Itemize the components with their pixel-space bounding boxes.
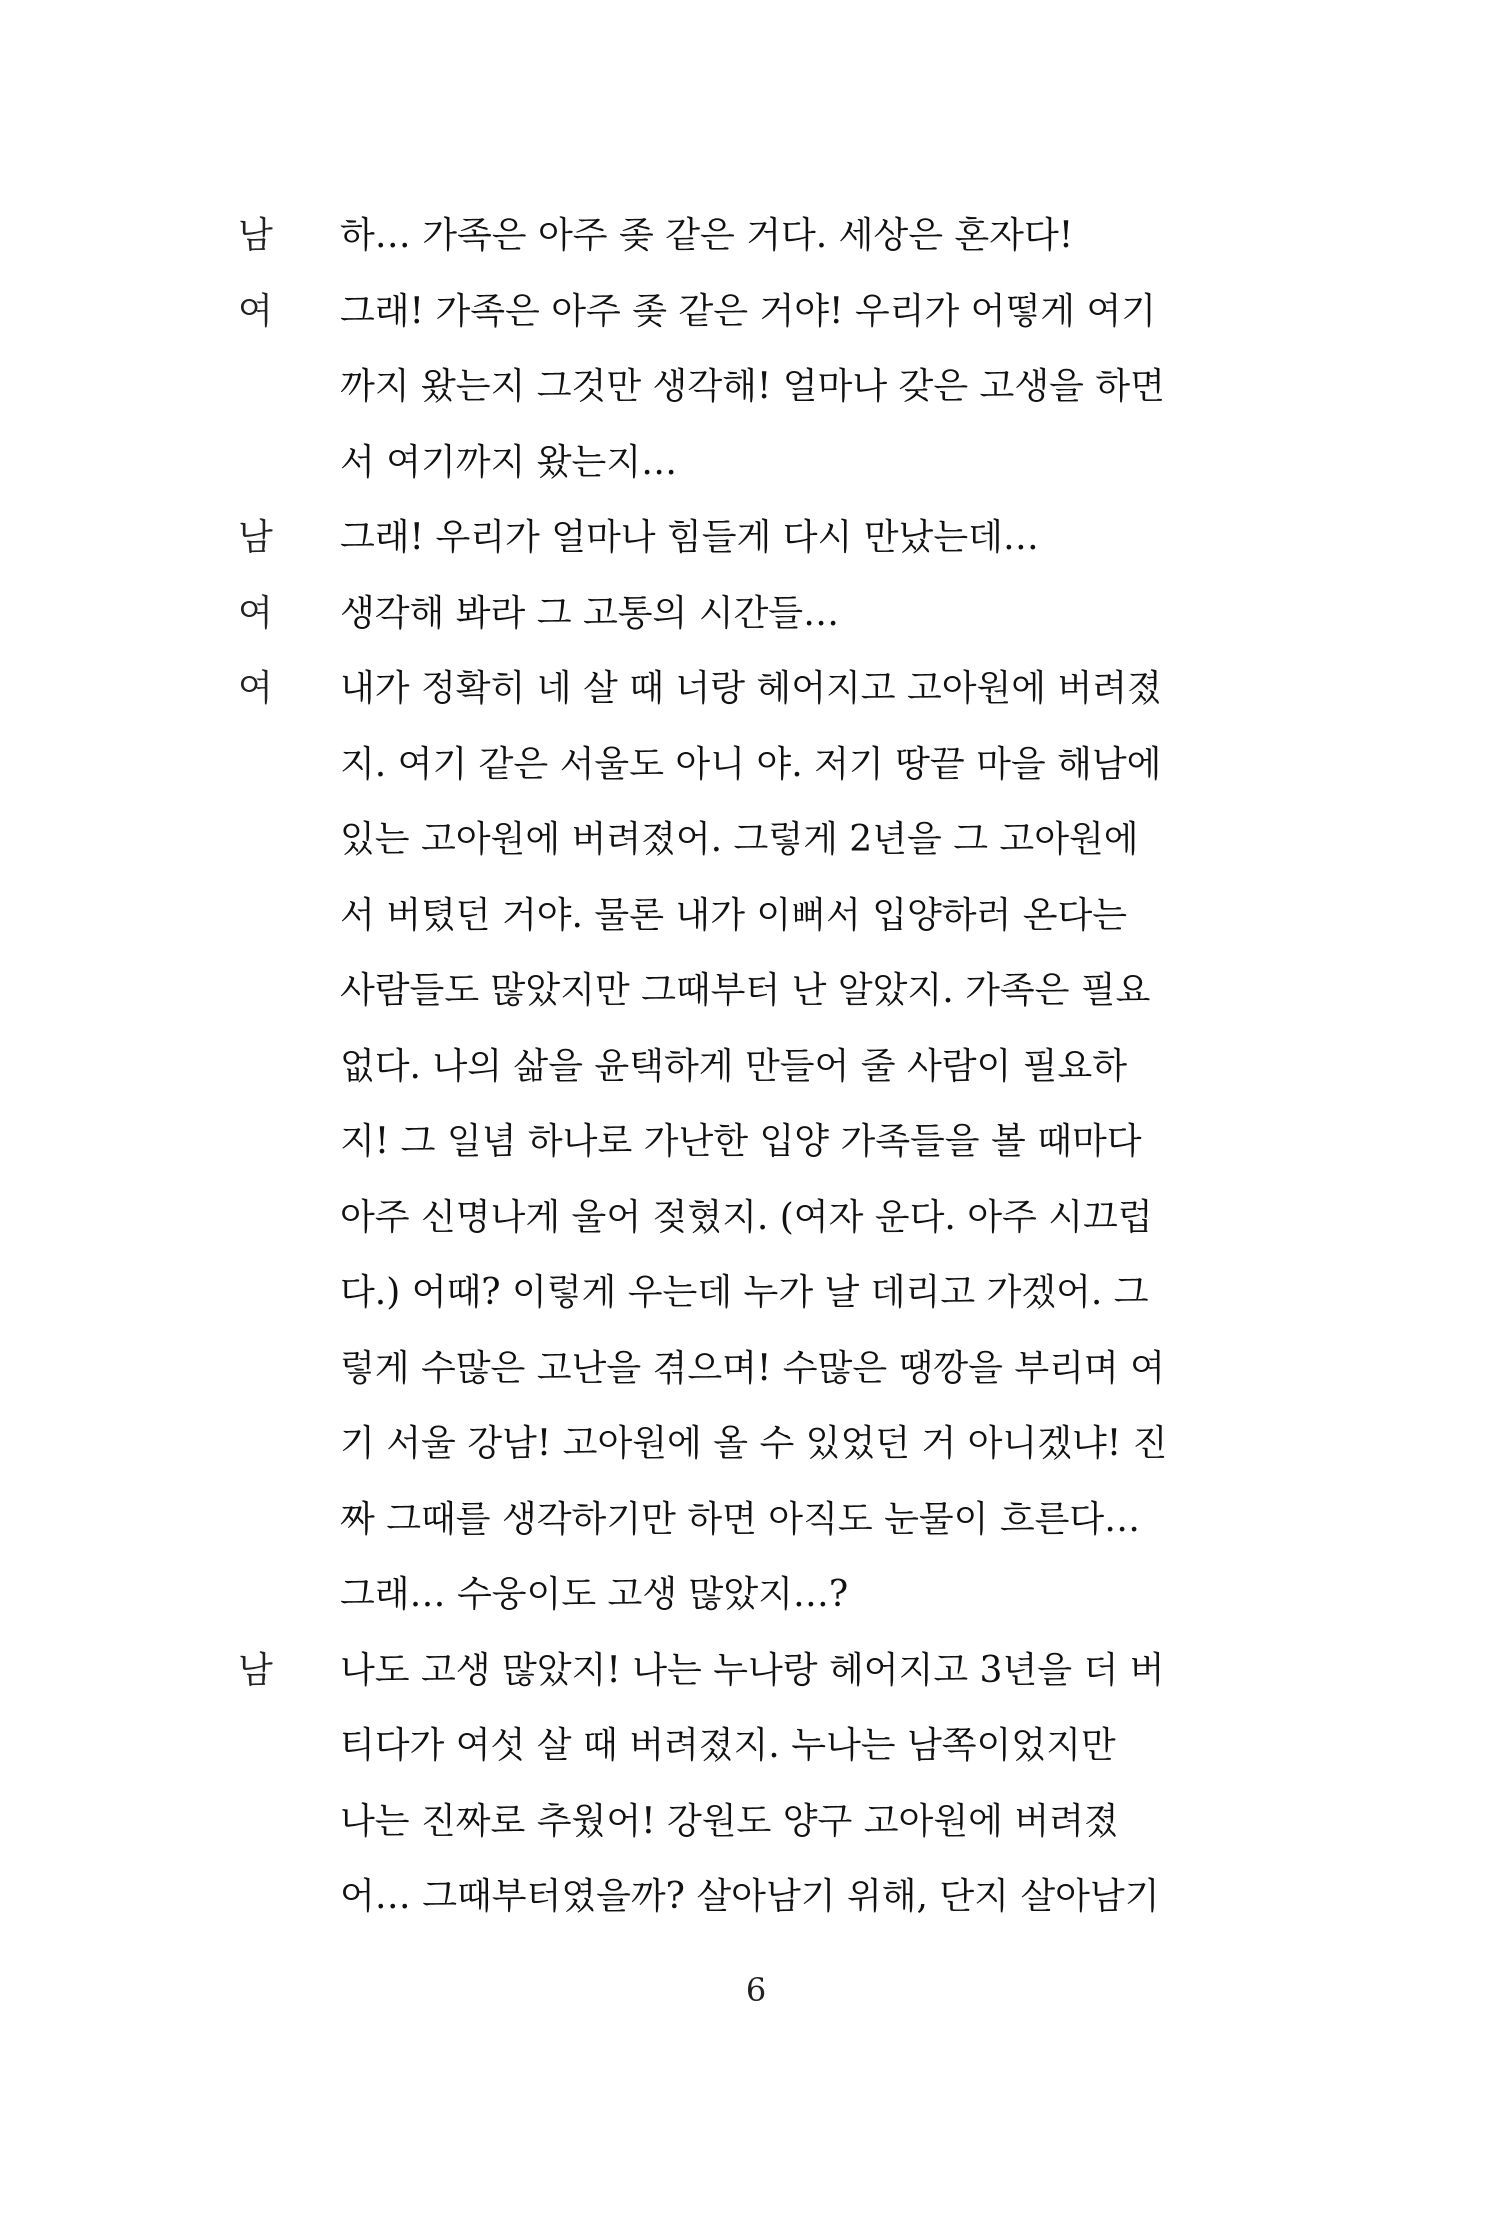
dialogue-text [340, 651, 1172, 1633]
speaker-label: 남 [238, 517, 273, 558]
dialogue-entry [238, 198, 1238, 274]
dialogue-line: 그래… 수웅이도 고생 많았지…? [340, 1574, 849, 1615]
dialogue-line: 없다. 나의 삶을 윤택하게 만들어 줄 사람이 필요하 [340, 1045, 1128, 1087]
dialogue-line: 있는 고아원에 버려졌어. 그렇게 2년을 그 고아원에 [340, 819, 1139, 860]
speaker-label: 남 [238, 215, 273, 256]
dialogue-line: 다.) 어때? 이렇게 우는데 누가 날 데리고 가겠어. 그 [340, 1272, 1149, 1313]
dialogue-line: 지. 여기 같은 서울도 아니 야. 저기 땅끝 마을 해남에 [340, 743, 1162, 785]
dialogue-text [340, 1633, 1172, 1935]
page-number: 6 [745, 1971, 767, 2009]
dialogue-line: 나도 고생 많았지! 나는 누나랑 헤어지고 3년을 더 버 [340, 1649, 1165, 1691]
dialogue-line: 까지 왔는지 그것만 생각해! 얼마나 갖은 고생을 하면 [340, 366, 1165, 407]
dialogue-line: 서 버텼던 거야. 물론 내가 이뻐서 입양하러 온다는 [340, 894, 1128, 936]
dialogue-line: 그래! 가족은 아주 좆 같은 거야! 우리가 어떻게 여기 [340, 290, 1157, 332]
dialogue-line: 티다가 여섯 살 때 버려졌지. 누나는 남쪽이었지만 [340, 1725, 1116, 1766]
dialogue-text [340, 198, 1172, 274]
dialogue-text [340, 576, 1172, 652]
dialogue-line: 렇게 수많은 고난을 겪으며! 수많은 땡깡을 부리며 여 [340, 1347, 1165, 1389]
dialogue-line: 하… 가족은 아주 좆 같은 거다. 세상은 혼자다! [340, 215, 1074, 256]
speaker-label: 여 [238, 592, 273, 634]
dialogue-entry [238, 651, 1238, 1633]
dialogue-line: 나는 진짜로 추웠어! 강원도 양구 고아원에 버려졌 [340, 1800, 1119, 1842]
dialogue-entry [238, 576, 1238, 652]
dialogue-entry [238, 1633, 1238, 1935]
dialogue-line: 아주 신명나게 울어 젖혔지. (여자 운다. 아주 시끄럽 [340, 1196, 1153, 1238]
speaker-label: 여 [238, 290, 273, 332]
speaker-label: 남 [238, 1649, 273, 1691]
dialogue-line: 기 서울 강남! 고아원에 올 수 있었던 거 아니겠냐! 진 [340, 1423, 1168, 1464]
dialogue-text [340, 274, 1172, 501]
dialogue-line: 서 여기까지 왔는지… [340, 441, 678, 483]
dialogue-entry [238, 500, 1238, 576]
dialogue-text [340, 500, 1172, 576]
dialogue-line: 그래! 우리가 얼마나 힘들게 다시 만났는데… [340, 517, 1039, 558]
dialogue-line: 내가 정확히 네 살 때 너랑 헤어지고 고아원에 버려졌 [340, 668, 1162, 709]
speaker-label: 여 [238, 668, 273, 709]
dialogue-entry [238, 274, 1238, 501]
dialogue-line: 지! 그 일념 하나로 가난한 입양 가족들을 볼 때마다 [340, 1121, 1142, 1162]
dialogue-line: 생각해 봐라 그 고통의 시간들… [340, 592, 840, 634]
dialogue-line: 사람들도 많았지만 그때부터 난 알았지. 가족은 필요 [340, 970, 1151, 1011]
dialogue-line: 어… 그때부터였을까? 살아남기 위해, 단지 살아남기 [340, 1876, 1160, 1917]
script-body [238, 198, 1238, 1935]
dialogue-line: 짜 그때를 생각하기만 하면 아직도 눈물이 흐른다… [340, 1498, 1141, 1540]
